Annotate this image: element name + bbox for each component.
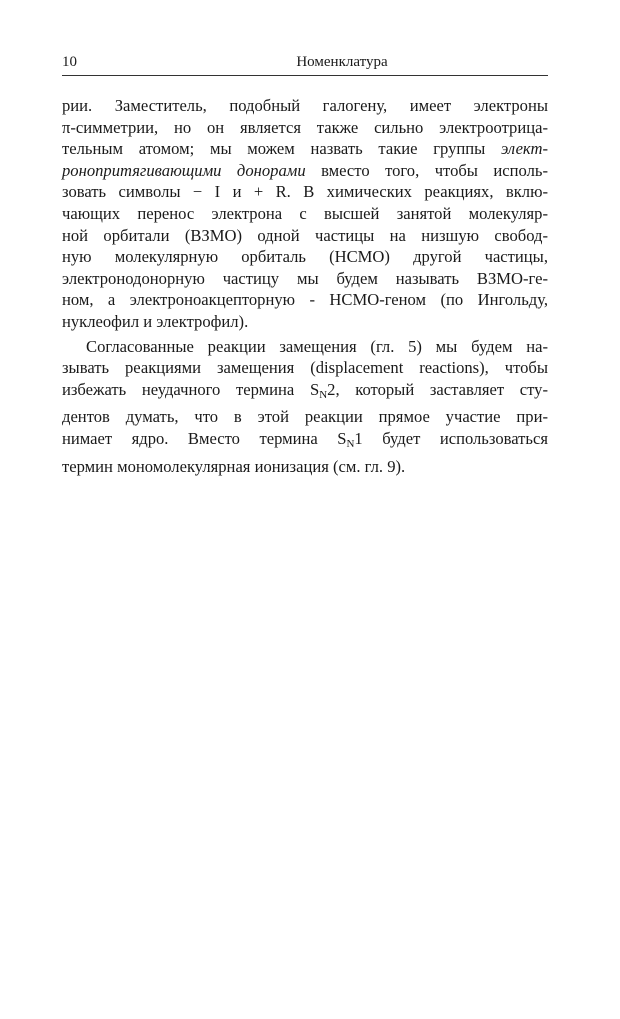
text-line: зовать символы − I и + R. В химических реакциях, вклю-	[62, 182, 548, 202]
text-line	[62, 160, 548, 182]
text-line: чающих перенос электрона с высшей занятой молекуляр-	[62, 203, 548, 223]
paragraph-2	[62, 336, 548, 478]
italic-term: ронопритягивающими донорами	[62, 160, 306, 180]
subscript: N	[346, 437, 355, 450]
text-line: Согласованные реакции замещения (гл. 5) мы будем на-	[86, 336, 548, 356]
text-line: нуклеофил и электрофил).	[62, 311, 249, 331]
text-line	[62, 138, 548, 160]
text-line: рии. Заместитель, подобный галогену, имеет электроны	[62, 96, 548, 115]
page-header	[62, 54, 548, 76]
subscript: N	[319, 388, 328, 401]
italic-term: элект-	[501, 139, 548, 159]
text-run: избежать неудачного термина S	[62, 379, 320, 399]
text-line: зывать реакциями замещения (displacement reactions), чтобы	[62, 358, 548, 378]
text-run: тельным атомом; мы можем назвать такие группы	[62, 139, 502, 159]
text-line: электронодонорную частицу мы будем называть ВЗМО-ге-	[62, 268, 548, 288]
paragraph-1	[62, 95, 548, 333]
text-line: ном, а электроноакцепторную - НСМО-геном (по Ингольду,	[62, 290, 548, 310]
text-line	[62, 379, 548, 407]
text-run: 2, который заставляет сту-	[327, 379, 548, 399]
text-line: π-симметрии, но он является также сильно электроотрица-	[62, 117, 548, 137]
text-run: 1 будет использоваться	[354, 428, 548, 448]
text-run: нимает ядро. Вместо термина S	[62, 428, 347, 448]
running-title: Номенклатура	[296, 54, 388, 70]
body-text	[62, 95, 548, 477]
text-line: дентов думать, что в этой реакции прямое участие при-	[62, 407, 548, 427]
text-run: вместо того, чтобы исполь-	[305, 160, 548, 180]
text-line: ную молекулярную орбиталь (НСМО) другой частицы,	[62, 247, 548, 267]
text-line: термин мономолекулярная ионизация (см. гл. 9).	[62, 456, 406, 476]
text-line	[62, 428, 548, 456]
text-line: ной орбитали (ВЗМО) одной частицы на низшую свобод-	[62, 225, 548, 245]
header-rule	[62, 75, 548, 76]
page-number: 10	[62, 54, 77, 70]
